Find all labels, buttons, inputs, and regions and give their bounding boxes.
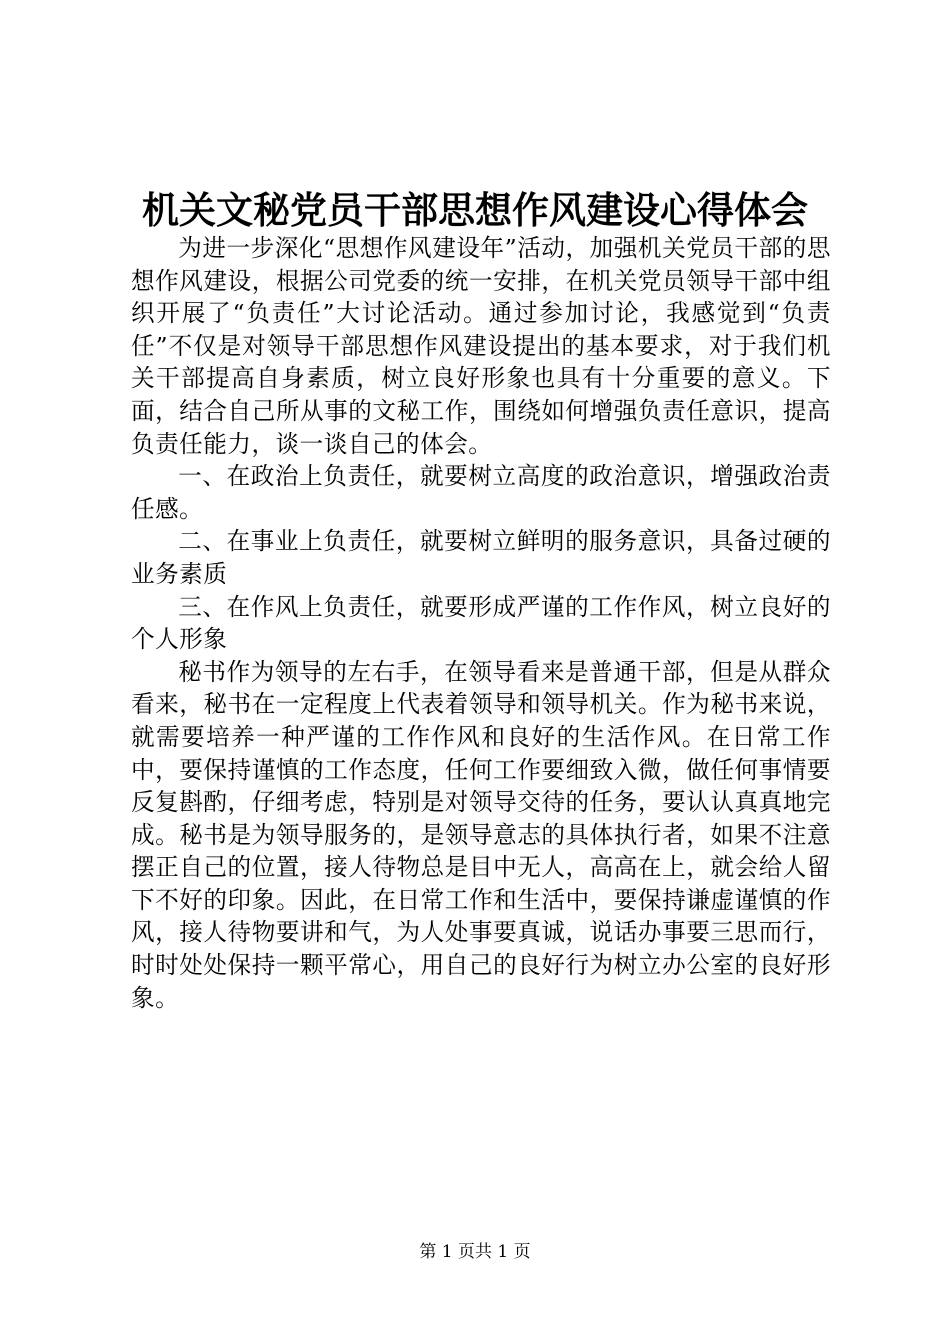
secretary-paragraph: 秘书作为领导的左右手，在领导看来是普通干部，但是从群众看来，秘书在一定程度上代表着领导和领导机关。作为秘书来说，就需要培养一种严谨的工作作风和良好的生活作风。在日常工作中，要保持谨慎的工作态度，任何工作要细致入微，做任何事情要反复斟酌，仔细考虑，特别是对领导交待的任务，要认认真真地完成。秘书是为领导服务的，是领导意志的具体执行者，如果不注意摆正自己的位置，接人待物总是目中无人，高高在上，就会给人留下不好的印象。因此，在日常工作和生活中，要保持谦虚谨慎的作风，接人待物要讲和气，为人处事要真诚，说话办事要三思而行，时时处处保持一颗平常心，用自己的良好行为树立办公室的良好形象。 [131, 657, 831, 1012]
intro-paragraph: 为进一步深化“思想作风建设年”活动，加强机关党员干部的思想作风建设，根据公司党委的统一安排，在机关党员领导干部中组织开展了“负责任”大讨论活动。通过参加讨论，我感觉到“负责任”不仅是对领导干部思想作风建设提出的基本要求，对于我们机关干部提高自身素质，树立良好形象也具有十分重要的意义。下面，结合自己所从事的文秘工作，围绕如何增强负责任意识，提高负责任能力，谈一谈自己的体会。 [131, 234, 831, 458]
page-footer [0, 1240, 950, 1264]
point-one-paragraph: 一、在政治上负责任，就要树立高度的政治意识，增强政治责任感。 [131, 462, 831, 523]
document-body [131, 232, 831, 1014]
document-title: 机关文秘党员干部思想作风建设心得体会 [142, 188, 808, 232]
page-total: 共 1 页 [475, 1242, 531, 1262]
point-three-paragraph: 三、在作风上负责任，就要形成严谨的工作作风，树立良好的个人形象 [131, 592, 831, 654]
point-two-paragraph: 二、在事业上负责任，就要树立鲜明的服务意识，具备过硬的业务素质 [131, 527, 831, 588]
page-number: 第 1 页 [419, 1242, 475, 1262]
